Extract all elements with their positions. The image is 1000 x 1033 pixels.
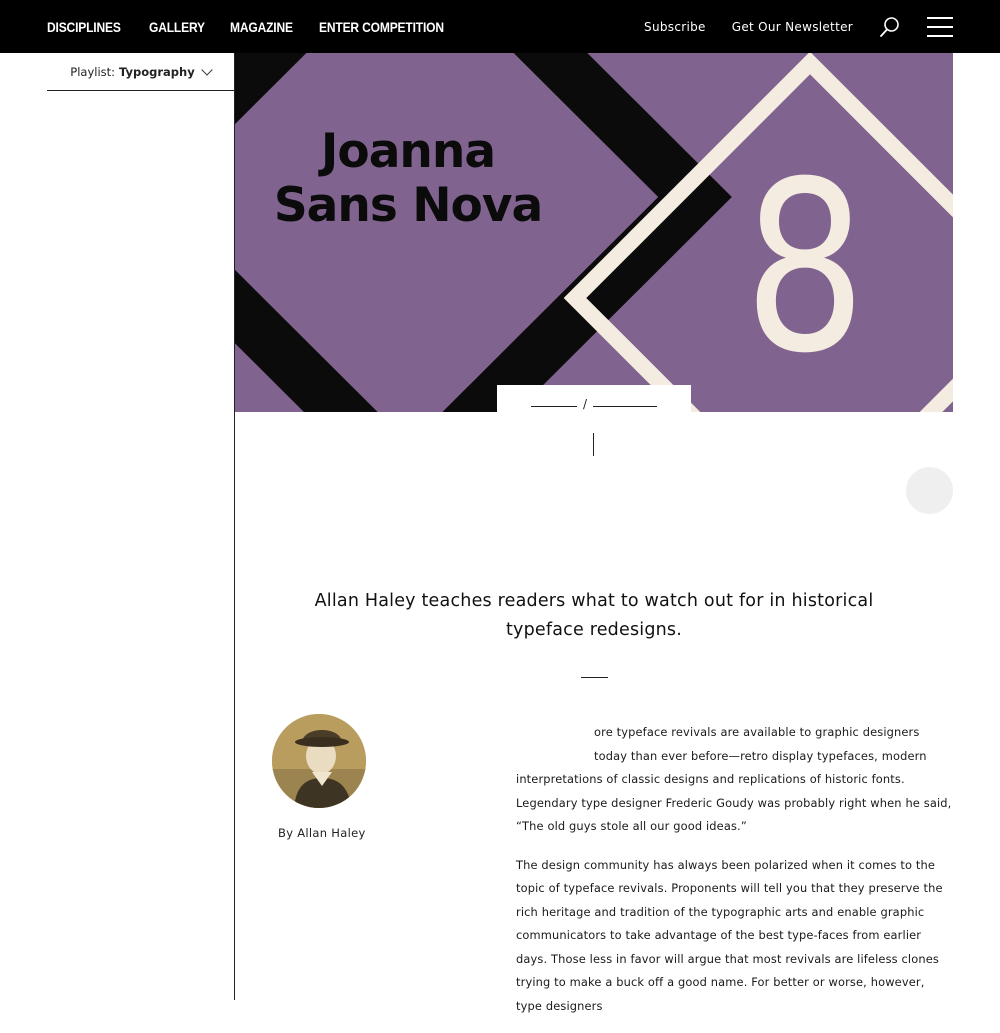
floating-action-button[interactable] — [906, 467, 953, 514]
sidebar — [0, 53, 234, 1000]
newsletter-link[interactable]: Get Our Newsletter — [731, 19, 853, 34]
hero-title — [263, 125, 553, 233]
primary-nav — [47, 0, 454, 53]
counter-separator: / — [582, 397, 588, 411]
section-divider — [581, 677, 608, 678]
hero-title-line-2: Sans Nova — [273, 178, 543, 233]
search-icon[interactable] — [879, 16, 901, 38]
top-navigation-bar — [0, 0, 1000, 53]
author-byline: By Allan Haley — [278, 826, 366, 840]
nav-enter-competition[interactable]: ENTER COMPETITION — [318, 18, 444, 35]
author-avatar — [272, 714, 366, 808]
article-paragraph: The design community has always been polarized when it comes to the topic of typeface revivals. Proponents will tell you that they preserve the rich heritage and tradition of the typographic arts and enable graphic communicators to take advantage of the best type-faces from earlier days. Those less in favor will argue that most revivals are lifeless clones trying to make a buck off a good name. For better or worse, however, type designers — [516, 857, 943, 1013]
slide-counter — [497, 385, 691, 413]
secondary-nav — [644, 0, 953, 53]
playlist-label: Playlist: — [70, 64, 116, 79]
article-subtitle: Allan Haley teaches readers what to watch out for in historical typeface redesigns. — [314, 591, 874, 640]
hero-numeral: 8 — [743, 132, 867, 405]
counter-total — [593, 398, 657, 407]
text-cursor — [593, 433, 594, 456]
counter-current — [531, 398, 577, 407]
author-photo-icon — [272, 714, 366, 808]
hero-image — [235, 53, 953, 412]
playlist-selector[interactable] — [47, 53, 234, 91]
article-paragraph — [516, 721, 954, 839]
hero-title-line-1: Joanna — [320, 124, 496, 179]
hamburger-menu-icon[interactable] — [927, 17, 953, 37]
nav-disciplines[interactable]: DISCIPLINES — [47, 18, 121, 35]
nav-magazine[interactable]: MAGAZINE — [229, 18, 293, 35]
nav-gallery[interactable]: GALLERY — [148, 18, 205, 35]
chevron-down-icon — [201, 64, 212, 75]
drop-cap-space — [516, 721, 594, 761]
article-paragraph-text: ore typeface revivals are available to graphic designers today than ever before—retro display typefaces, modern interpretations of classic designs and replications of historic fonts. Legendary type designer Frederic Goudy was probably right when he said, “The old guys stole all our good ideas.” — [516, 725, 952, 833]
subscribe-link[interactable]: Subscribe — [644, 19, 706, 34]
article-body — [516, 721, 954, 1033]
playlist-value: Typography — [119, 64, 195, 79]
